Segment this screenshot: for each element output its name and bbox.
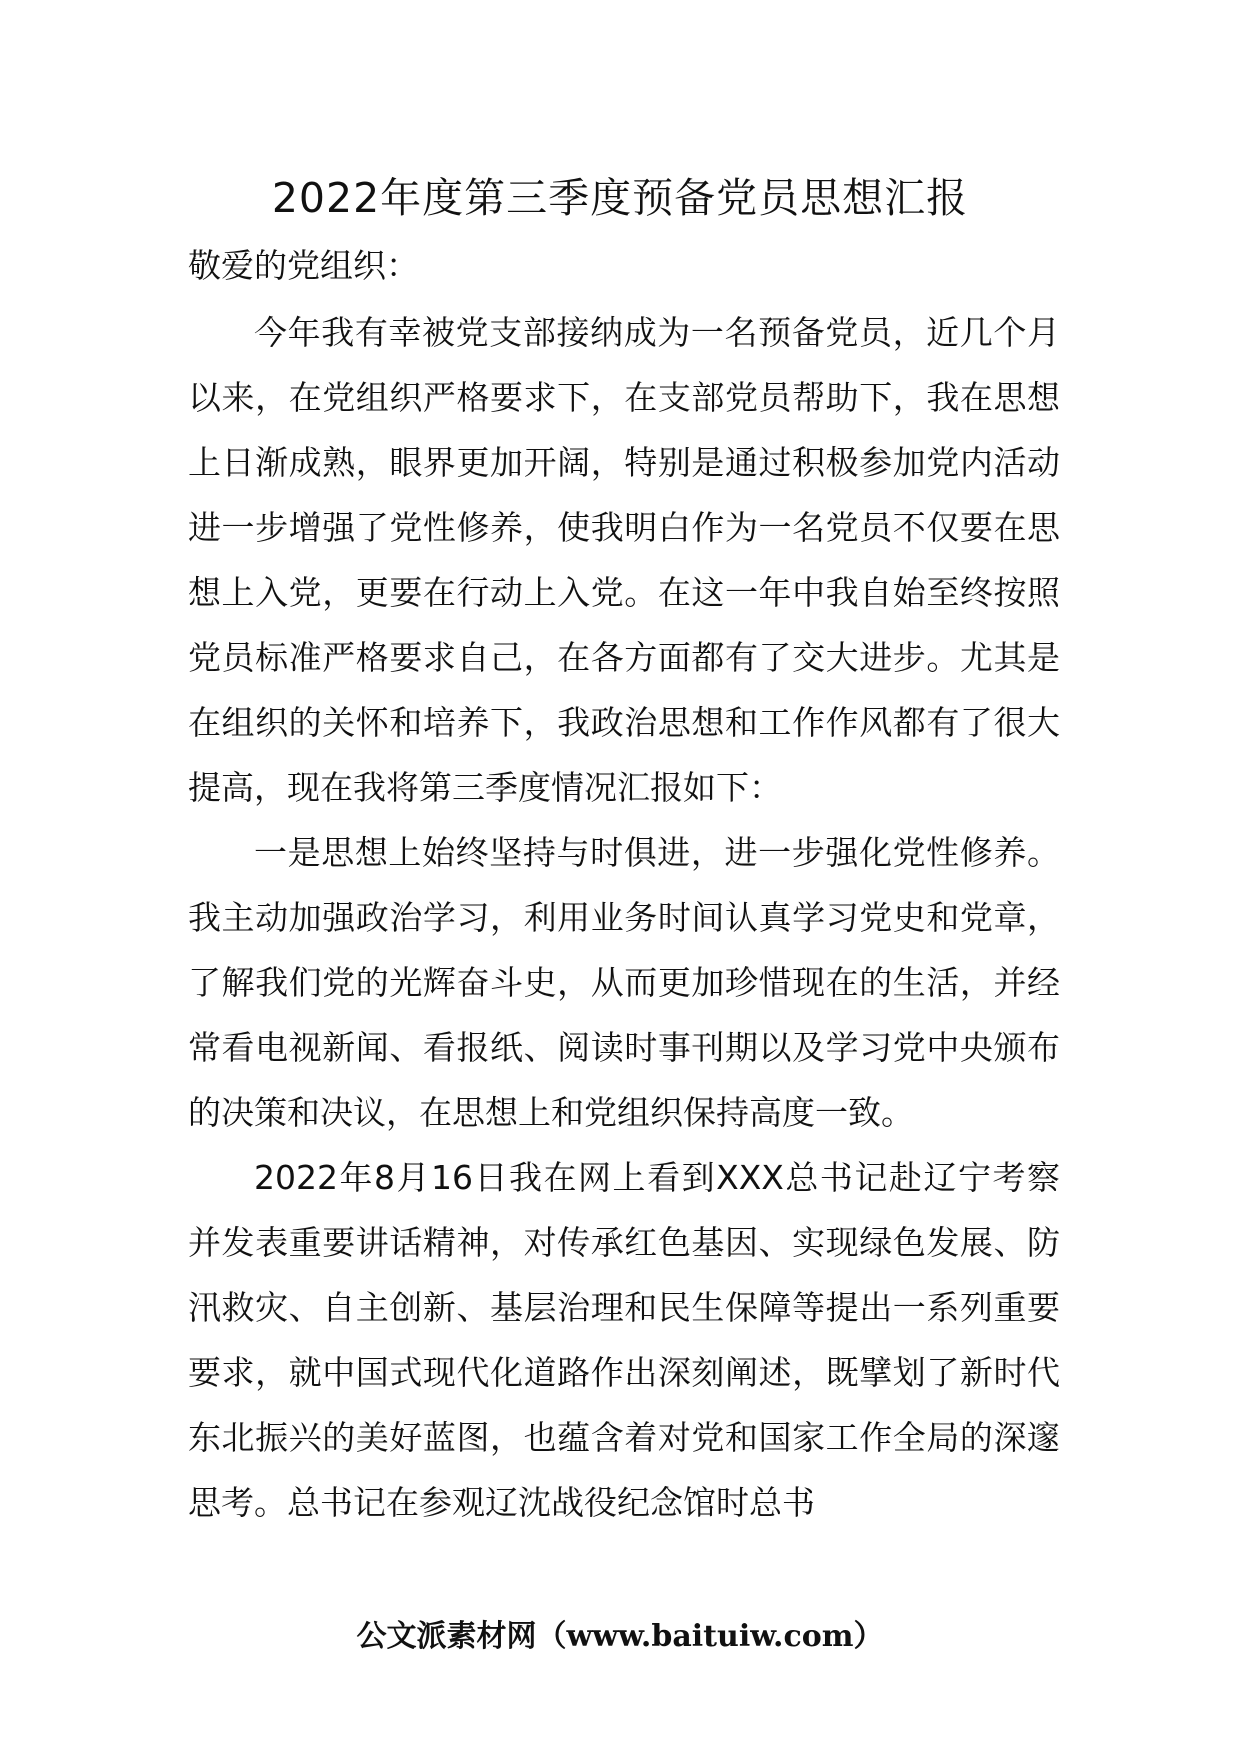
footer-watermark: 公文派素材网（www.baituiw.com） — [356, 1619, 884, 1654]
salutation: 敬爱的党组织： — [188, 246, 419, 285]
document-body — [188, 236, 1060, 1535]
paragraph-intro: 今年我有幸被党支部接纳成为一名预备党员，近几个月以来，在党组织严格要求下，在支部党员帮助下，我在思想上日渐成熟，眼界更加开阔，特别是通过积极参加党内活动进一步增强了党性修养，使我明白作为一名党员不仅要在思想上入党，更要在行动上入党。在这一年中我自始至终按照党员标准严格要求自己，在各方面都有了交大进步。尤其是在组织的关怀和培养下，我政治思想和工作作风都有了很大提高，现在我将第三季度情况汇报如下： — [188, 313, 1060, 807]
document-title: 2022年度第三季度预备党员思想汇报 — [271, 174, 969, 222]
paragraph-point-one: 一是思想上始终坚持与时俱进，进一步强化党性修养。我主动加强政治学习，利用业务时间认真学习党史和党章，了解我们党的光辉奋斗史，从而更加珍惜现在的生活，并经常看电视新闻、看报纸、阅读时事刊期以及学习党中央颁布的决策和决议，在思想上和党组织保持高度一致。 — [188, 833, 1060, 1132]
paragraph-inspection: 2022年8月16日我在网上看到XXX总书记赴辽宁考察并发表重要讲话精神，对传承红色基因、实现绿色发展、防汛救灾、自主创新、基层治理和民生保障等提出一系列重要要求，就中国式现代化道路作出深刻阐述，既擘划了新时代东北振兴的美好蓝图，也蕴含着对党和国家工作全局的深邃思考。总书记在参观辽沈战役纪念馆时总书 — [188, 1158, 1060, 1522]
